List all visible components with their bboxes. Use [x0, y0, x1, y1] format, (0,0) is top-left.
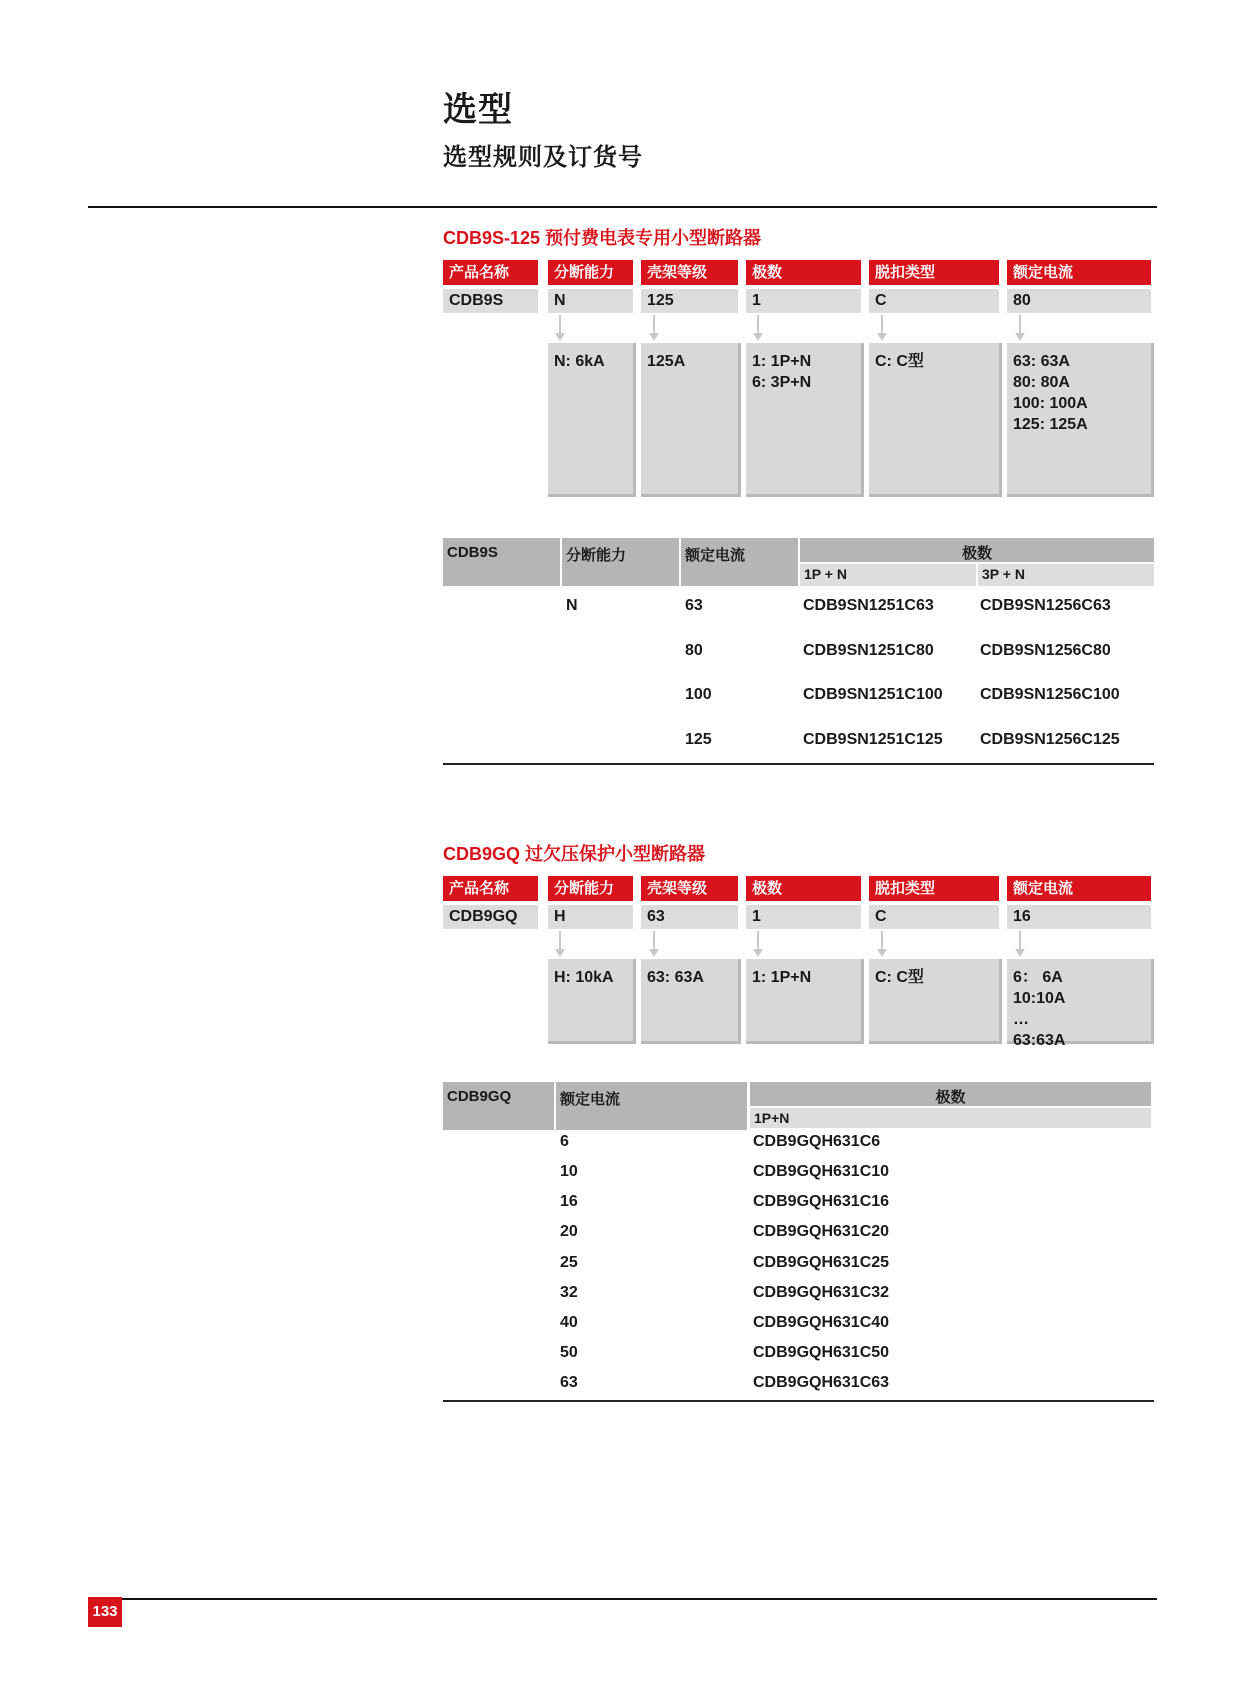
s2-row-current: 6 [560, 1133, 569, 1150]
s2-header-product: 产品名称 [443, 876, 538, 901]
s1-header-current: 额定电流 [1007, 260, 1151, 285]
s1-header-product: 产品名称 [443, 260, 538, 285]
s2-table-header-product: CDB9GQ [443, 1082, 554, 1130]
s2-arrow [881, 931, 883, 951]
s2-arrowhead [753, 949, 763, 957]
s2-value-frame: 63 [641, 905, 738, 929]
s2-option-breaking: H: 10kA [548, 959, 636, 1044]
s2-option-poles: 1: 1P+N [746, 959, 864, 1044]
s1-arrowhead [1015, 333, 1025, 341]
s2-row-code: CDB9GQH631C32 [753, 1284, 890, 1301]
s2-row-current: 32 [560, 1284, 578, 1301]
s1-table-breaking-value: N [566, 597, 578, 614]
page-title: 选型 [443, 91, 513, 129]
s2-header-frame: 壳架等级 [641, 876, 738, 901]
s1-row-code-3p: CDB9SN1256C63 [980, 597, 1111, 614]
s1-arrow [881, 315, 883, 335]
s2-header-trip: 脱扣类型 [869, 876, 999, 901]
s1-row-code-1p: CDB9SN1251C80 [803, 642, 934, 659]
s2-arrowhead [555, 949, 565, 957]
page-subtitle: 选型规则及订货号 [443, 144, 643, 171]
s1-option-poles: 1: 1P+N 6: 3P+N [746, 343, 864, 497]
s2-option-trip: C: C型 [869, 959, 1002, 1044]
s1-row-code-3p: CDB9SN1256C100 [980, 686, 1120, 703]
s1-option-current: 63: 63A 80: 80A 100: 100A 125: 125A [1007, 343, 1154, 497]
s1-table-header-breaking: 分断能力 [562, 538, 679, 586]
s1-arrowhead [877, 333, 887, 341]
s1-row-code-1p: CDB9SN1251C125 [803, 731, 943, 748]
s1-table-header-1p: 1P + N [800, 564, 976, 586]
s2-arrow [757, 931, 759, 951]
s2-table-header-current: 额定电流 [556, 1082, 747, 1130]
s1-row-current: 125 [685, 731, 712, 748]
s2-option-frame: 63: 63A [641, 959, 741, 1044]
s1-arrowhead [753, 333, 763, 341]
s2-row-current: 16 [560, 1193, 578, 1210]
s2-row-current: 50 [560, 1344, 578, 1361]
page-number: 133 [88, 1597, 122, 1627]
s1-option-trip: C: C型 [869, 343, 1002, 497]
s2-arrow [1019, 931, 1021, 951]
s1-arrow [757, 315, 759, 335]
s1-arrow [1019, 315, 1021, 335]
s1-table-header-product: CDB9S [443, 538, 560, 586]
s1-arrow [559, 315, 561, 335]
s1-table-header-3p: 3P + N [978, 564, 1154, 586]
section1-title: CDB9S-125 预付费电表专用小型断路器 [443, 228, 762, 248]
s2-arrow [559, 931, 561, 951]
s1-arrow [653, 315, 655, 335]
s2-row-current: 25 [560, 1254, 578, 1271]
s1-option-breaking: N: 6kA [548, 343, 636, 497]
s1-table-header-current: 额定电流 [681, 538, 798, 586]
bottom-divider [122, 1598, 1157, 1600]
s1-row-code-3p: CDB9SN1256C125 [980, 731, 1120, 748]
s1-value-current: 80 [1007, 289, 1151, 313]
top-divider [88, 206, 1157, 208]
s2-row-code: CDB9GQH631C20 [753, 1223, 890, 1240]
s1-row-current: 100 [685, 686, 712, 703]
s1-value-product: CDB9S [443, 289, 538, 313]
s2-row-current: 20 [560, 1223, 578, 1240]
s2-header-poles: 极数 [746, 876, 861, 901]
s2-value-breaking: H [548, 905, 633, 929]
s1-value-poles: 1 [746, 289, 861, 313]
section2-title: CDB9GQ 过欠压保护小型断路器 [443, 844, 706, 864]
s1-row-current: 63 [685, 597, 703, 614]
s2-table-bottom-rule [443, 1400, 1154, 1402]
s2-value-product: CDB9GQ [443, 905, 538, 929]
s2-row-code: CDB9GQH631C6 [753, 1133, 881, 1150]
s1-value-trip: C [869, 289, 999, 313]
s2-arrowhead [1015, 949, 1025, 957]
s1-arrowhead [555, 333, 565, 341]
s2-arrowhead [877, 949, 887, 957]
s1-row-current: 80 [685, 642, 703, 659]
s2-value-poles: 1 [746, 905, 861, 929]
s2-row-code: CDB9GQH631C40 [753, 1314, 890, 1331]
s2-row-current: 40 [560, 1314, 578, 1331]
s2-row-current: 63 [560, 1374, 578, 1391]
s2-arrowhead [649, 949, 659, 957]
s1-row-code-1p: CDB9SN1251C63 [803, 597, 934, 614]
s2-table-header-1p: 1P+N [750, 1108, 1151, 1128]
s2-header-current: 额定电流 [1007, 876, 1151, 901]
s2-option-current: 6： 6A 10:10A … 63:63A [1007, 959, 1154, 1044]
s1-table-bottom-rule [443, 763, 1154, 765]
s2-row-current: 10 [560, 1163, 578, 1180]
s1-option-frame: 125A [641, 343, 741, 497]
s2-row-code: CDB9GQH631C50 [753, 1344, 890, 1361]
s1-header-poles: 极数 [746, 260, 861, 285]
s1-row-code-3p: CDB9SN1256C80 [980, 642, 1111, 659]
s2-row-code: CDB9GQH631C10 [753, 1163, 890, 1180]
s1-value-frame: 125 [641, 289, 738, 313]
s2-row-code: CDB9GQH631C63 [753, 1374, 890, 1391]
s1-row-code-1p: CDB9SN1251C100 [803, 686, 943, 703]
s1-header-breaking: 分断能力 [548, 260, 633, 285]
s2-value-trip: C [869, 905, 999, 929]
s2-arrow [653, 931, 655, 951]
s2-row-code: CDB9GQH631C25 [753, 1254, 890, 1271]
s1-table-header-poles: 极数 [800, 538, 1154, 562]
s2-header-breaking: 分断能力 [548, 876, 633, 901]
s1-arrowhead [649, 333, 659, 341]
s2-table-header-poles: 极数 [750, 1082, 1151, 1106]
s1-value-breaking: N [548, 289, 633, 313]
s2-value-current: 16 [1007, 905, 1151, 929]
s1-header-trip: 脱扣类型 [869, 260, 999, 285]
s2-row-code: CDB9GQH631C16 [753, 1193, 890, 1210]
s1-header-frame: 壳架等级 [641, 260, 738, 285]
